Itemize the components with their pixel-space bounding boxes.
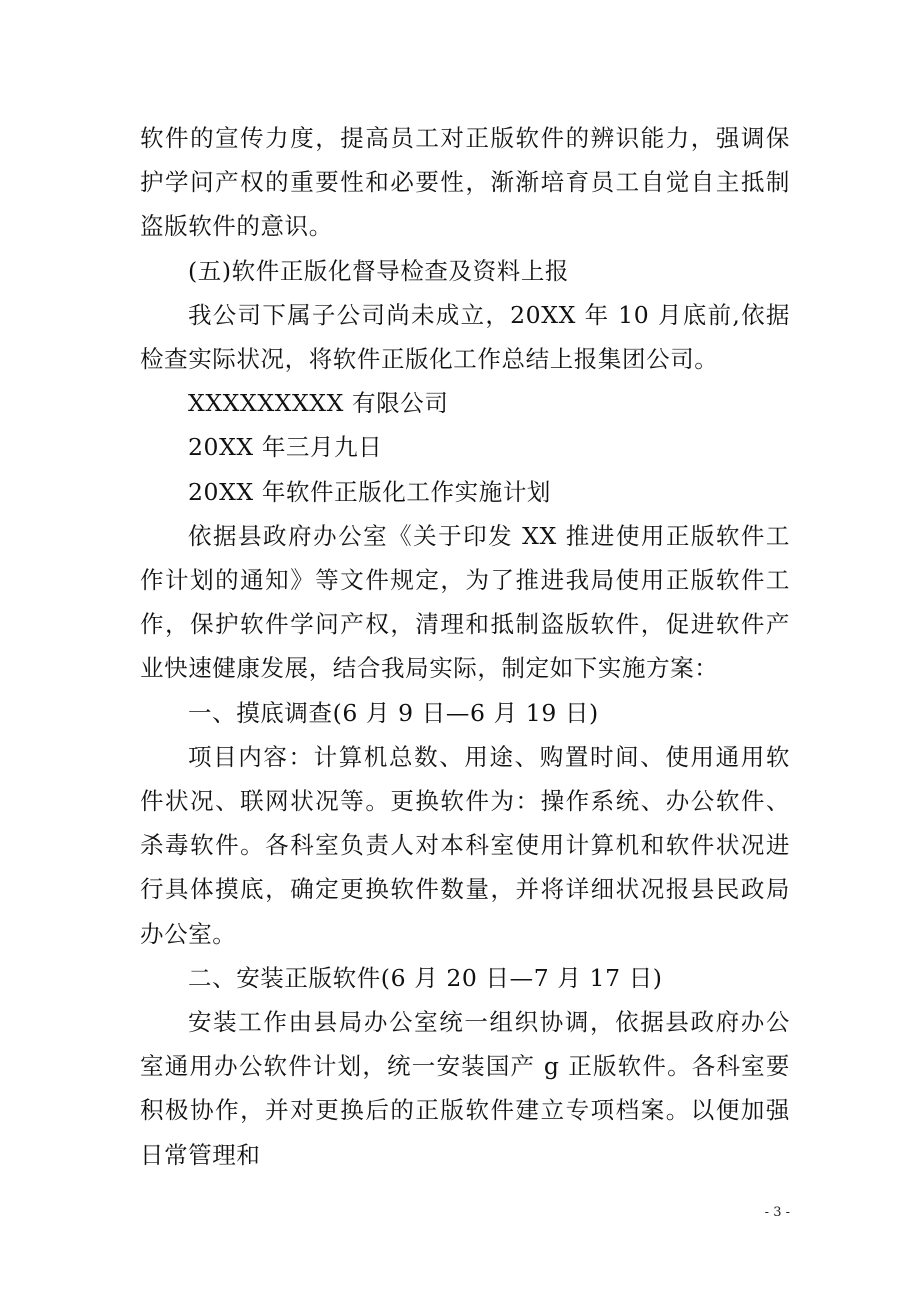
section-heading-two: 二、安装正版软件(6 月 20 日—7 月 17 日): [188, 963, 663, 992]
signature-date: 20XX 年三月九日: [188, 433, 383, 462]
paragraph-intro: 依据县政府办公室《关于印发 XX 推进使用正版软件工作计划的通知》等文件规定，为了推进我局使用正版软件工作，保护软件学问产权，清理和抵制盗版软件，促进软件产业快速健康发展，结合我局实际，制定如下实施方案：: [140, 521, 790, 683]
company-signature: XXXXXXXXX 有限公司: [188, 389, 449, 418]
plan-title: 20XX 年软件正版化工作实施计划: [188, 477, 552, 506]
document-body: [140, 116, 790, 1177]
section-heading-five: (五)软件正版化督导检查及资料上报: [188, 256, 570, 285]
paragraph-install: 安装工作由县局办公室统一组织协调，依据县政府办公室通用办公软件计划，统一安装国产 g 正版软件。各科室要积极协作，并对更换后的正版软件建立专项档案。以便加强日常管理和: [140, 1008, 790, 1169]
paragraph-survey: 项目内容：计算机总数、用途、购置时间、使用通用软件状况、联网状况等。更换软件为：操作系统、办公软件、杀毒软件。各科室负责人对本科室使用计算机和软件状况进行具体摸底，确定更换软件数量，并将详细状况报县民政局办公室。: [140, 742, 790, 948]
paragraph-report: 我公司下属子公司尚未成立，20XX 年 10 月底前,依据检查实际状况，将软件正版化工作总结上报集团公司。: [140, 300, 790, 374]
page-number: - 3 -: [764, 1205, 790, 1220]
section-heading-one: 一、摸底调查(6 月 9 日—6 月 19 日): [188, 698, 599, 727]
paragraph-continuation: 软件的宣传力度，提高员工对正版软件的辨识能力，强调保护学问产权的重要性和必要性，渐渐培育员工自觉自主抵制盗版软件的意识。: [140, 124, 790, 241]
